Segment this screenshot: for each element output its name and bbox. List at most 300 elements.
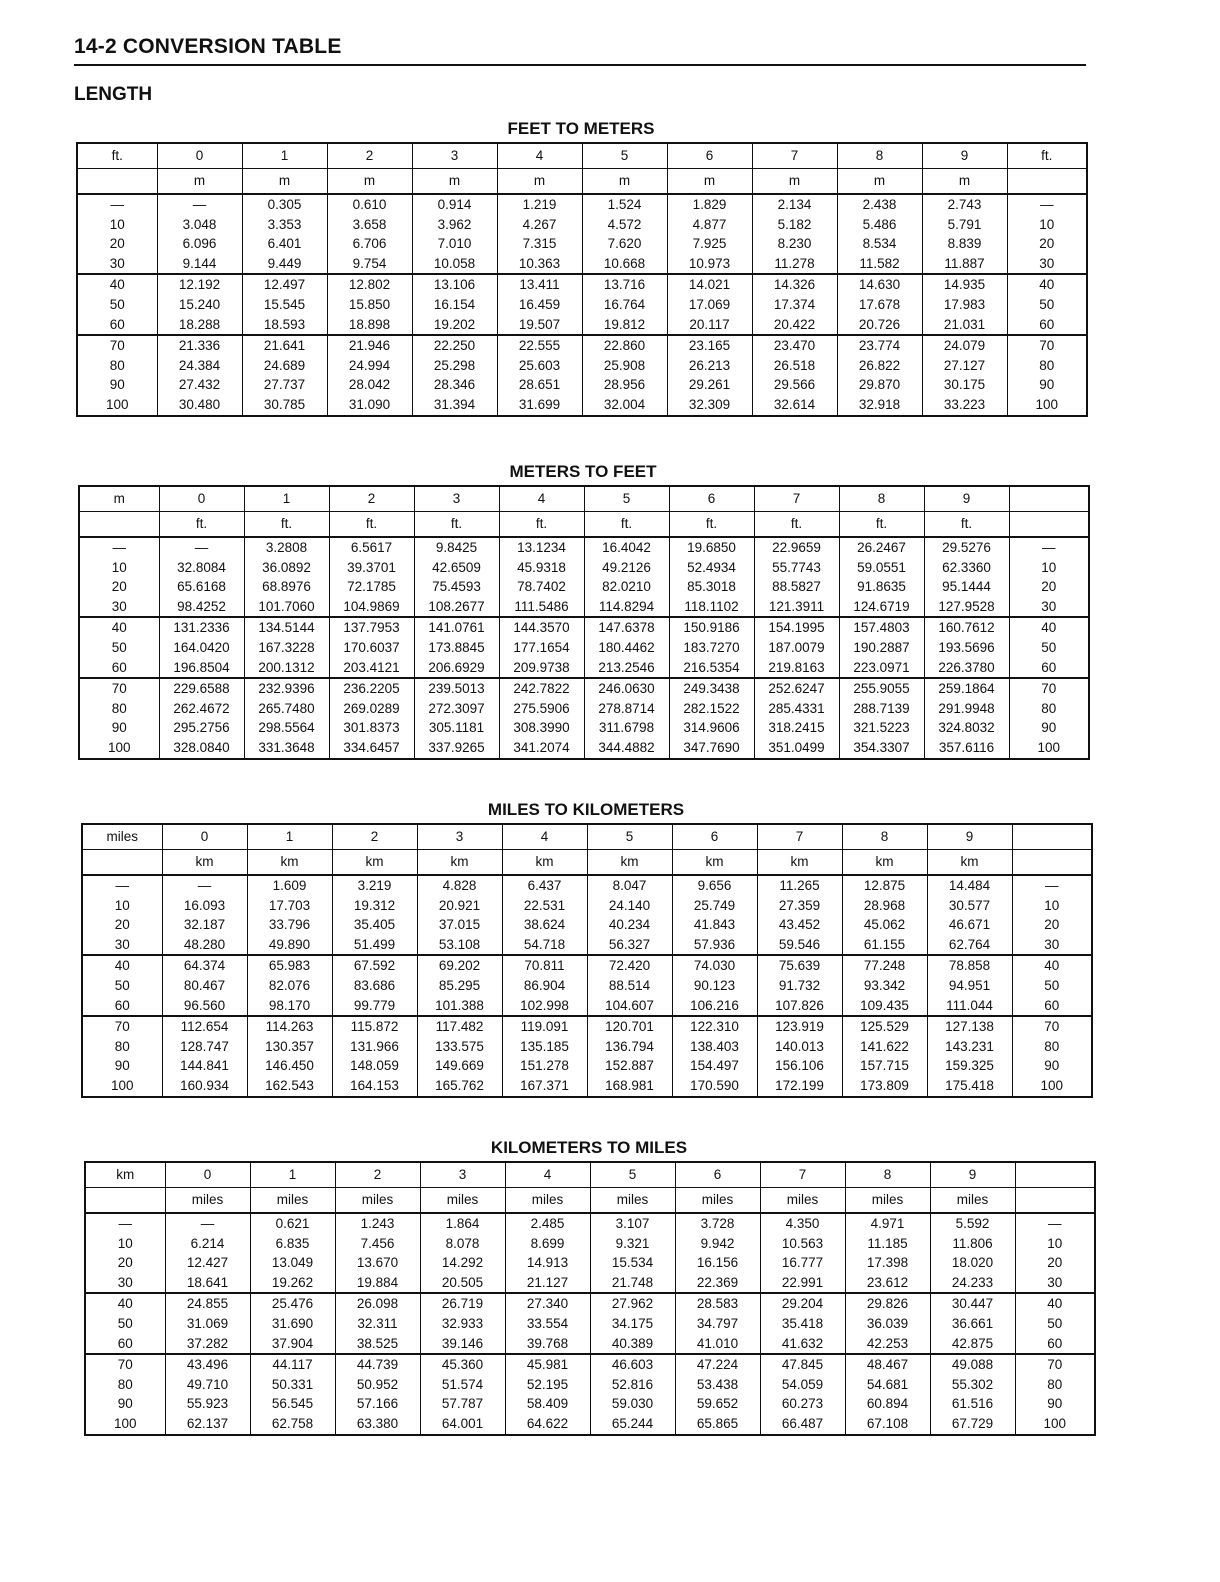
value-cell: 118.1102: [669, 597, 754, 618]
column-header: 5: [590, 1162, 675, 1188]
value-cell: 157.715: [842, 1056, 927, 1076]
table-row: [82, 875, 1092, 896]
value-cell: 11.278: [752, 254, 837, 275]
value-cell: 30.785: [242, 395, 327, 416]
end-unit-header: [1012, 824, 1092, 850]
value-cell: 180.4462: [584, 638, 669, 658]
value-cell: 200.1312: [244, 658, 329, 679]
value-cell: 16.093: [162, 896, 247, 916]
value-cell: 127.138: [927, 1016, 1012, 1037]
row-label: 50: [77, 295, 157, 315]
value-cell: 36.661: [930, 1314, 1015, 1334]
value-cell: 23.774: [837, 335, 922, 356]
value-cell: 11.582: [837, 254, 922, 275]
value-cell: 9.449: [242, 254, 327, 275]
value-cell: 62.3360: [924, 558, 1009, 578]
row-label-right: 100: [1012, 1076, 1092, 1097]
table-row: [79, 658, 1089, 679]
row-label: 20: [82, 915, 162, 935]
value-cell: 27.962: [590, 1293, 675, 1314]
value-cell: 236.2205: [329, 678, 414, 699]
column-header: 7: [752, 143, 837, 169]
table-row: [77, 274, 1087, 295]
row-unit-header: ft.: [77, 143, 157, 169]
value-cell: 196.8504: [159, 658, 244, 679]
value-cell: 334.6457: [329, 738, 414, 759]
value-cell: 50.952: [335, 1375, 420, 1395]
value-cell: 269.0289: [329, 699, 414, 719]
table-row: [85, 1273, 1095, 1294]
value-cell: 4.350: [760, 1213, 845, 1234]
miles-to-kilometers-block: [81, 797, 1091, 1098]
value-cell: 20.422: [752, 315, 837, 336]
row-label: 30: [85, 1273, 165, 1294]
value-cell: 22.531: [502, 896, 587, 916]
value-cell: 20.505: [420, 1273, 505, 1294]
value-cell: 95.1444: [924, 577, 1009, 597]
column-header: 4: [497, 143, 582, 169]
value-cell: 168.981: [587, 1076, 672, 1097]
table-row: [85, 1375, 1095, 1395]
value-cell: 27.359: [757, 896, 842, 916]
column-header: 0: [165, 1162, 250, 1188]
column-header: 5: [584, 486, 669, 512]
value-cell: 25.298: [412, 356, 497, 376]
value-cell: 14.484: [927, 875, 1012, 896]
end-unit-header: [1015, 1162, 1095, 1188]
unit-label: ft.: [924, 512, 1009, 538]
value-cell: 288.7139: [839, 699, 924, 719]
column-header: 0: [157, 143, 242, 169]
value-cell: 7.620: [582, 234, 667, 254]
table-row: [82, 996, 1092, 1017]
value-cell: 154.497: [672, 1056, 757, 1076]
value-cell: 151.278: [502, 1056, 587, 1076]
row-label-right: —: [1012, 875, 1092, 896]
value-cell: 8.047: [587, 875, 672, 896]
unit-cell-blank: [1007, 169, 1087, 195]
value-cell: 23.165: [667, 335, 752, 356]
unit-label: miles: [930, 1188, 1015, 1214]
table-row: [77, 356, 1087, 376]
value-cell: 62.137: [165, 1414, 250, 1435]
value-cell: 1.243: [335, 1213, 420, 1234]
unit-label: km: [417, 850, 502, 876]
column-header: 9: [927, 824, 1012, 850]
value-cell: 55.923: [165, 1394, 250, 1414]
value-cell: 31.690: [250, 1314, 335, 1334]
value-cell: 69.202: [417, 955, 502, 976]
value-cell: 9.942: [675, 1234, 760, 1254]
value-cell: 0.914: [412, 194, 497, 215]
row-label-right: 50: [1015, 1314, 1095, 1334]
header-row: [85, 1162, 1095, 1188]
conversion-table: [84, 1161, 1096, 1436]
value-cell: 150.9186: [669, 617, 754, 638]
value-cell: 32.187: [162, 915, 247, 935]
column-header: 4: [502, 824, 587, 850]
value-cell: 135.185: [502, 1037, 587, 1057]
value-cell: 30.175: [922, 375, 1007, 395]
value-cell: 159.325: [927, 1056, 1012, 1076]
value-cell: 206.6929: [414, 658, 499, 679]
value-cell: 17.069: [667, 295, 752, 315]
value-cell: 62.764: [927, 935, 1012, 956]
row-label: 10: [79, 558, 159, 578]
value-cell: 1.219: [497, 194, 582, 215]
value-cell: 144.3570: [499, 617, 584, 638]
column-header: 1: [250, 1162, 335, 1188]
value-cell: 223.0971: [839, 658, 924, 679]
column-header: 9: [924, 486, 1009, 512]
value-cell: 123.919: [757, 1016, 842, 1037]
value-cell: 265.7480: [244, 699, 329, 719]
value-cell: 52.4934: [669, 558, 754, 578]
end-unit-header: ft.: [1007, 143, 1087, 169]
value-cell: 6.437: [502, 875, 587, 896]
value-cell: 29.566: [752, 375, 837, 395]
value-cell: 38.624: [502, 915, 587, 935]
end-unit-header: [1009, 486, 1089, 512]
value-cell: 18.593: [242, 315, 327, 336]
row-label-right: 70: [1009, 678, 1089, 699]
value-cell: 7.925: [667, 234, 752, 254]
row-label-right: 50: [1012, 976, 1092, 996]
column-header: 6: [675, 1162, 760, 1188]
value-cell: 57.787: [420, 1394, 505, 1414]
value-cell: 57.166: [335, 1394, 420, 1414]
value-cell: 213.2546: [584, 658, 669, 679]
value-cell: 14.292: [420, 1253, 505, 1273]
unit-label: km: [842, 850, 927, 876]
value-cell: 65.244: [590, 1414, 675, 1435]
value-cell: 29.870: [837, 375, 922, 395]
value-cell: 49.710: [165, 1375, 250, 1395]
value-cell: 19.507: [497, 315, 582, 336]
row-label-right: 40: [1012, 955, 1092, 976]
table-row: [85, 1394, 1095, 1414]
row-label-right: —: [1015, 1213, 1095, 1234]
value-cell: 6.401: [242, 234, 327, 254]
value-cell: 46.671: [927, 915, 1012, 935]
conversion-table: [78, 485, 1090, 760]
value-cell: —: [162, 875, 247, 896]
row-label: 80: [82, 1037, 162, 1057]
unit-cell-blank: [1009, 512, 1089, 538]
value-cell: 22.369: [675, 1273, 760, 1294]
value-cell: 17.983: [922, 295, 1007, 315]
row-label-right: 40: [1007, 274, 1087, 295]
value-cell: 33.223: [922, 395, 1007, 416]
value-cell: 2.134: [752, 194, 837, 215]
row-label: 50: [82, 976, 162, 996]
column-header: 0: [162, 824, 247, 850]
value-cell: 27.340: [505, 1293, 590, 1314]
value-cell: 9.656: [672, 875, 757, 896]
row-label: 60: [85, 1334, 165, 1355]
value-cell: 282.1522: [669, 699, 754, 719]
value-cell: 43.496: [165, 1354, 250, 1375]
value-cell: 62.758: [250, 1414, 335, 1435]
value-cell: 8.839: [922, 234, 1007, 254]
value-cell: 13.670: [335, 1253, 420, 1273]
value-cell: 144.841: [162, 1056, 247, 1076]
value-cell: 318.2415: [754, 718, 839, 738]
value-cell: 85.3018: [669, 577, 754, 597]
value-cell: 109.435: [842, 996, 927, 1017]
unit-label: m: [412, 169, 497, 195]
value-cell: 42.253: [845, 1334, 930, 1355]
value-cell: 5.486: [837, 215, 922, 235]
column-header: 6: [672, 824, 757, 850]
value-cell: 37.904: [250, 1334, 335, 1355]
unit-label: km: [672, 850, 757, 876]
value-cell: 19.812: [582, 315, 667, 336]
value-cell: 45.360: [420, 1354, 505, 1375]
value-cell: 183.7270: [669, 638, 754, 658]
value-cell: 8.078: [420, 1234, 505, 1254]
value-cell: 91.8635: [839, 577, 924, 597]
table-row: [77, 335, 1087, 356]
value-cell: 46.603: [590, 1354, 675, 1375]
row-label-right: 30: [1015, 1273, 1095, 1294]
column-header: 0: [159, 486, 244, 512]
value-cell: 21.031: [922, 315, 1007, 336]
value-cell: 351.0499: [754, 738, 839, 759]
value-cell: 86.904: [502, 976, 587, 996]
unit-label: km: [332, 850, 417, 876]
value-cell: 19.6850: [669, 537, 754, 558]
value-cell: 82.076: [247, 976, 332, 996]
table-row: [77, 215, 1087, 235]
value-cell: 22.9659: [754, 537, 839, 558]
row-label-right: 80: [1015, 1375, 1095, 1395]
value-cell: 54.681: [845, 1375, 930, 1395]
row-label: 10: [82, 896, 162, 916]
value-cell: 252.6247: [754, 678, 839, 699]
value-cell: 65.6168: [159, 577, 244, 597]
value-cell: 26.213: [667, 356, 752, 376]
row-label-right: 10: [1015, 1234, 1095, 1254]
value-cell: 324.8032: [924, 718, 1009, 738]
section-heading: LENGTH: [74, 84, 153, 105]
table-row: [82, 1037, 1092, 1057]
value-cell: 305.1181: [414, 718, 499, 738]
value-cell: 102.998: [502, 996, 587, 1017]
table-row: [82, 955, 1092, 976]
unit-row: [79, 512, 1089, 538]
row-label-right: —: [1009, 537, 1089, 558]
value-cell: 28.968: [842, 896, 927, 916]
value-cell: 42.6509: [414, 558, 499, 578]
value-cell: 3.728: [675, 1213, 760, 1234]
value-cell: 74.030: [672, 955, 757, 976]
value-cell: 262.4672: [159, 699, 244, 719]
column-header: 5: [587, 824, 672, 850]
value-cell: 56.545: [250, 1394, 335, 1414]
value-cell: 7.456: [335, 1234, 420, 1254]
value-cell: 18.288: [157, 315, 242, 336]
row-label: 80: [85, 1375, 165, 1395]
row-label-right: 80: [1009, 699, 1089, 719]
value-cell: 64.001: [420, 1414, 505, 1435]
value-cell: 42.875: [930, 1334, 1015, 1355]
value-cell: 170.590: [672, 1076, 757, 1097]
value-cell: 59.0551: [839, 558, 924, 578]
value-cell: 36.039: [845, 1314, 930, 1334]
row-label-right: 100: [1015, 1414, 1095, 1435]
value-cell: 19.202: [412, 315, 497, 336]
value-cell: 133.575: [417, 1037, 502, 1057]
value-cell: 83.686: [332, 976, 417, 996]
row-label-right: 20: [1015, 1253, 1095, 1273]
value-cell: 37.282: [165, 1334, 250, 1355]
value-cell: 127.9528: [924, 597, 1009, 618]
value-cell: 24.079: [922, 335, 1007, 356]
value-cell: 75.639: [757, 955, 842, 976]
row-label: 80: [77, 356, 157, 376]
unit-label: ft.: [669, 512, 754, 538]
column-header: 1: [244, 486, 329, 512]
value-cell: 32.614: [752, 395, 837, 416]
unit-label: m: [582, 169, 667, 195]
unit-label: m: [157, 169, 242, 195]
value-cell: 94.951: [927, 976, 1012, 996]
value-cell: 10.363: [497, 254, 582, 275]
conversion-table: [81, 823, 1093, 1098]
value-cell: 216.5354: [669, 658, 754, 679]
value-cell: 136.794: [587, 1037, 672, 1057]
value-cell: 13.411: [497, 274, 582, 295]
row-label-right: 30: [1007, 254, 1087, 275]
value-cell: 5.791: [922, 215, 1007, 235]
unit-row: [82, 850, 1092, 876]
value-cell: 108.2677: [414, 597, 499, 618]
value-cell: 141.0761: [414, 617, 499, 638]
value-cell: 242.7822: [499, 678, 584, 699]
table-row: [79, 577, 1089, 597]
value-cell: 3.219: [332, 875, 417, 896]
value-cell: 59.030: [590, 1394, 675, 1414]
value-cell: 175.418: [927, 1076, 1012, 1097]
value-cell: 101.388: [417, 996, 502, 1017]
value-cell: 5.182: [752, 215, 837, 235]
column-header: 6: [667, 143, 752, 169]
value-cell: 20.117: [667, 315, 752, 336]
value-cell: 347.7690: [669, 738, 754, 759]
value-cell: 4.572: [582, 215, 667, 235]
value-cell: 21.748: [590, 1273, 675, 1294]
table-row: [82, 915, 1092, 935]
unit-cell-blank: [82, 850, 162, 876]
value-cell: 107.826: [757, 996, 842, 1017]
column-header: 2: [332, 824, 417, 850]
value-cell: 65.865: [675, 1414, 760, 1435]
column-header: 3: [417, 824, 502, 850]
value-cell: 164.0420: [159, 638, 244, 658]
value-cell: 4.971: [845, 1213, 930, 1234]
value-cell: 1.864: [420, 1213, 505, 1234]
value-cell: 2.743: [922, 194, 1007, 215]
value-cell: 9.321: [590, 1234, 675, 1254]
table-row: [79, 638, 1089, 658]
unit-label: ft.: [329, 512, 414, 538]
value-cell: 232.9396: [244, 678, 329, 699]
value-cell: 165.762: [417, 1076, 502, 1097]
value-cell: 51.499: [332, 935, 417, 956]
value-cell: 19.312: [332, 896, 417, 916]
value-cell: 75.4593: [414, 577, 499, 597]
value-cell: 131.2336: [159, 617, 244, 638]
value-cell: 19.884: [335, 1273, 420, 1294]
value-cell: 167.371: [502, 1076, 587, 1097]
feet-to-meters-block: [76, 116, 1086, 417]
value-cell: 25.749: [672, 896, 757, 916]
value-cell: 70.811: [502, 955, 587, 976]
row-label-right: 60: [1015, 1334, 1095, 1355]
value-cell: 10.058: [412, 254, 497, 275]
value-cell: 26.822: [837, 356, 922, 376]
value-cell: 3.658: [327, 215, 412, 235]
value-cell: 6.096: [157, 234, 242, 254]
value-cell: 23.470: [752, 335, 837, 356]
kilometers-to-miles-block: [84, 1135, 1094, 1436]
table-row: [85, 1293, 1095, 1314]
unit-label: miles: [845, 1188, 930, 1214]
unit-label: miles: [420, 1188, 505, 1214]
column-header: 9: [922, 143, 1007, 169]
header-row: [82, 824, 1092, 850]
value-cell: 164.153: [332, 1076, 417, 1097]
value-cell: 16.4042: [584, 537, 669, 558]
value-cell: 0.305: [242, 194, 327, 215]
value-cell: 28.583: [675, 1293, 760, 1314]
value-cell: 3.2808: [244, 537, 329, 558]
unit-label: km: [502, 850, 587, 876]
value-cell: —: [165, 1213, 250, 1234]
column-header: 3: [412, 143, 497, 169]
value-cell: 67.592: [332, 955, 417, 976]
row-label-right: 50: [1009, 638, 1089, 658]
value-cell: 24.233: [930, 1273, 1015, 1294]
column-header: 1: [242, 143, 327, 169]
value-cell: 54.718: [502, 935, 587, 956]
value-cell: 12.427: [165, 1253, 250, 1273]
value-cell: 249.3438: [669, 678, 754, 699]
table-row: [85, 1213, 1095, 1234]
value-cell: 13.049: [250, 1253, 335, 1273]
value-cell: 45.062: [842, 915, 927, 935]
table-title: KILOMETERS TO MILES: [490, 1138, 688, 1157]
row-unit-header: km: [85, 1162, 165, 1188]
value-cell: 5.592: [930, 1213, 1015, 1234]
value-cell: 31.699: [497, 395, 582, 416]
unit-cell-blank: [1015, 1188, 1095, 1214]
value-cell: 291.9948: [924, 699, 1009, 719]
column-header: 7: [757, 824, 842, 850]
value-cell: 52.195: [505, 1375, 590, 1395]
value-cell: 44.739: [335, 1354, 420, 1375]
unit-label: ft.: [414, 512, 499, 538]
value-cell: 128.747: [162, 1037, 247, 1057]
value-cell: 11.265: [757, 875, 842, 896]
row-label: 90: [82, 1056, 162, 1076]
unit-label: miles: [675, 1188, 760, 1214]
value-cell: 2.438: [837, 194, 922, 215]
row-label-right: 60: [1012, 996, 1092, 1017]
value-cell: 27.737: [242, 375, 327, 395]
value-cell: 63.380: [335, 1414, 420, 1435]
